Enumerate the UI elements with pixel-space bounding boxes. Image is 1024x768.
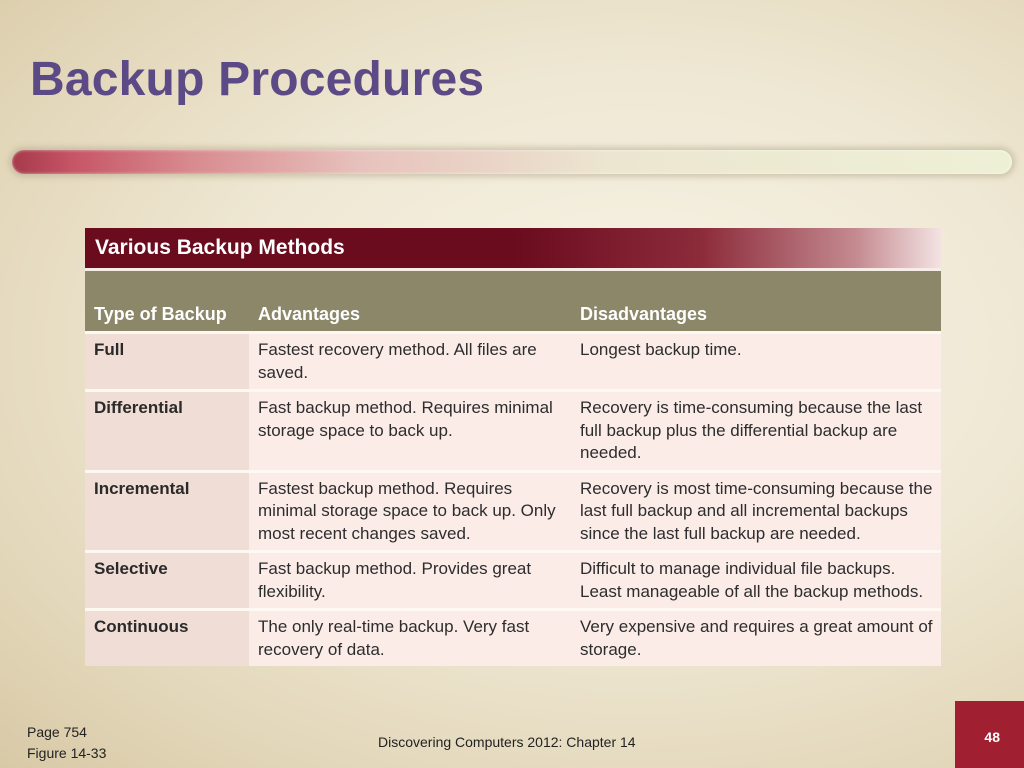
row-advantages: Fast backup method. Provides great flexibility. [249,552,571,610]
row-disadvantages: Recovery is time-consuming because the last full backup plus the differential backup are needed. [571,391,941,472]
row-advantages: The only real-time backup. Very fast recovery of data. [249,610,571,667]
title-divider [12,150,1012,174]
row-type: Incremental [85,471,249,552]
row-type: Selective [85,552,249,610]
row-advantages: Fastest recovery method. All files are saved. [249,333,571,391]
footer-figure-ref: Figure 14-33 [27,745,107,761]
row-disadvantages: Recovery is most time-consuming because the last full backup and all incremental backups since the last full backup are needed. [571,471,941,552]
header-type: Type of Backup [85,270,249,333]
table-row [85,552,941,610]
table-row [85,471,941,552]
footer-course: Discovering Computers 2012: Chapter 14 [378,734,636,750]
footer-source [27,722,106,764]
row-type: Continuous [85,610,249,667]
slide-number: 48 [955,701,1024,768]
slide-title: Backup Procedures [30,53,485,106]
table-title: Various Backup Methods [85,228,941,268]
table-row [85,610,941,667]
header-disadvantages: Disadvantages [571,270,941,333]
row-disadvantages: Very expensive and requires a great amount of storage. [571,610,941,667]
header-advantages: Advantages [249,270,571,333]
row-advantages: Fast backup method. Requires minimal storage space to back up. [249,391,571,472]
row-disadvantages: Longest backup time. [571,333,941,391]
row-disadvantages: Difficult to manage individual file backups. Least manageable of all the backup methods. [571,552,941,610]
table-row [85,391,941,472]
footer-page-ref: Page 754 [27,724,87,740]
table-header-row [85,270,941,333]
row-advantages: Fastest backup method. Requires minimal storage space to back up. Only most recent changes saved. [249,471,571,552]
backup-methods-table [85,228,941,666]
table-row [85,333,941,391]
row-type: Full [85,333,249,391]
row-type: Differential [85,391,249,472]
